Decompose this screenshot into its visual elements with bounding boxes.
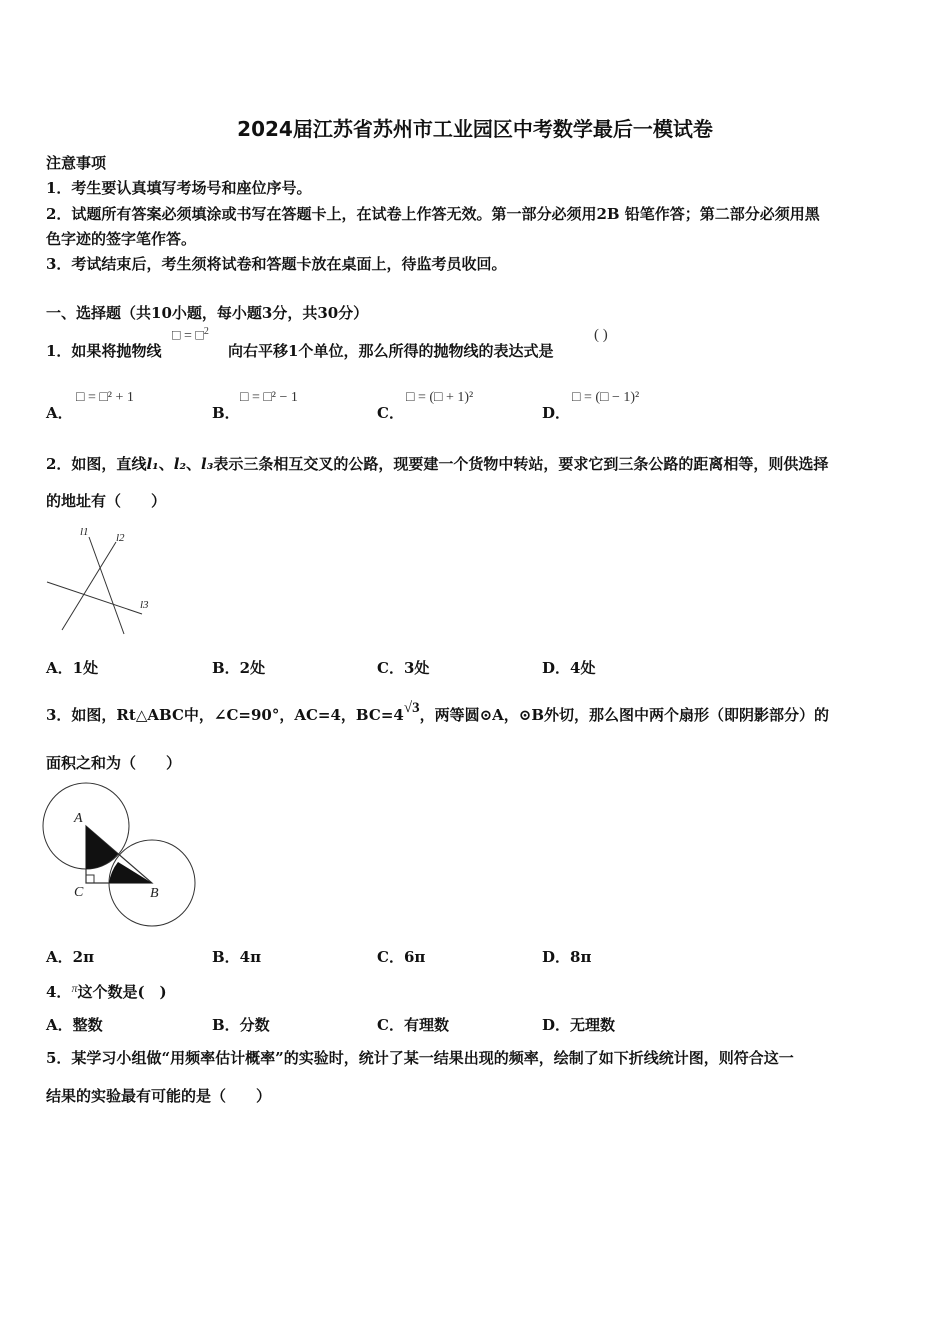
label-l2: l2 bbox=[116, 532, 125, 544]
label-l1: l1 bbox=[80, 526, 89, 538]
q5-line1: 5．某学习小组做“用频率估计概率”的实验时，统计了某一结果出现的频率，绘制了如下折线统计图，则符合这一 bbox=[46, 1049, 794, 1067]
sqrt-3: √3 bbox=[403, 700, 420, 716]
q3-option-d: D．8π bbox=[542, 948, 592, 966]
q4-line: 4．$^\pi$这个数是( ) bbox=[46, 981, 167, 1001]
q3-option-c: C．6π bbox=[377, 948, 426, 966]
q1-option-b-label: B． bbox=[212, 404, 240, 422]
q2-option-a: A．1处 bbox=[46, 659, 99, 677]
notice-item: 色字迹的签字笔作答。 bbox=[46, 230, 197, 248]
pi-symbol: π bbox=[71, 981, 78, 995]
q1-suffix: 向右平移1个单位，那么所得的抛物线的表达式是 bbox=[228, 342, 554, 360]
q1-option-a-label: A． bbox=[46, 404, 73, 422]
q3-option-b: B．4π bbox=[212, 948, 262, 966]
label-c: C bbox=[74, 885, 84, 900]
q2-option-d: D．4处 bbox=[542, 659, 596, 677]
q1-option-d-label: D． bbox=[542, 404, 571, 422]
q3-line1: 3．如图，Rt△ABC中，∠C=90°，AC=4，BC=4√3，两等圆⊙A，⊙B外切，那么图中两个扇形（即阴影部分）的 bbox=[46, 700, 830, 724]
right-angle-mark bbox=[86, 875, 94, 883]
q1-option-a-formula: □ = □² + 1 bbox=[76, 390, 134, 405]
q3-figure bbox=[40, 782, 200, 927]
q1-formula: □ = □$^2$ bbox=[172, 326, 209, 344]
q2-line2: 的地址有（ ） bbox=[46, 492, 167, 510]
section-heading: 一、选择题（共10小题，每小题3分，共30分） bbox=[46, 304, 369, 322]
line-l1 bbox=[89, 537, 124, 634]
q1-option-b-formula: □ = □² − 1 bbox=[240, 390, 298, 405]
q2-figure bbox=[44, 522, 164, 640]
q1-paren: ( ) bbox=[594, 327, 608, 343]
q4-option-d: D．无理数 bbox=[542, 1016, 616, 1034]
q4-option-a: A．整数 bbox=[46, 1016, 103, 1034]
notice-item: 3．考试结束后，考生须将试卷和答题卡放在桌面上，待监考员收回。 bbox=[46, 255, 507, 273]
q1-option-d-formula: □ = (□ − 1)² bbox=[572, 390, 640, 405]
notice-heading: 注意事项 bbox=[46, 154, 107, 172]
q5-line2: 结果的实验最有可能的是（ ） bbox=[46, 1087, 272, 1105]
label-a: A bbox=[74, 811, 83, 826]
q1-option-c-label: C． bbox=[377, 404, 404, 422]
sector-a bbox=[86, 826, 118, 869]
q2-line1: 2．如图，直线l₁、l₂、l₃表示三条相互交叉的公路，现要建一个货物中转站，要求它到三条公路的距离相等，则供选择 bbox=[46, 455, 829, 473]
label-b: B bbox=[150, 886, 159, 901]
q2-option-b: B．2处 bbox=[212, 659, 266, 677]
q4-option-b: B．分数 bbox=[212, 1016, 270, 1034]
line-l2 bbox=[62, 542, 116, 630]
label-l3: l3 bbox=[140, 599, 149, 611]
notice-item: 2．试题所有答案必须填涂或书写在答题卡上，在试卷上作答无效。第一部分必须用2B 铅笔作答；第二部分必须用黑 bbox=[46, 205, 820, 223]
q3-option-a: A．2π bbox=[46, 948, 95, 966]
q1-prefix: 1．如果将抛物线 bbox=[46, 342, 162, 360]
q4-option-c: C．有理数 bbox=[377, 1016, 449, 1034]
q3-line2: 面积之和为（ ） bbox=[46, 754, 182, 772]
q2-option-c: C．3处 bbox=[377, 659, 430, 677]
page-title: 2024届江苏省苏州市工业园区中考数学最后一模试卷 bbox=[237, 117, 713, 141]
line-l3 bbox=[47, 582, 142, 614]
q1-option-c-formula: □ = (□ + 1)² bbox=[406, 390, 474, 405]
notice-item: 1．考生要认真填写考场号和座位序号。 bbox=[46, 179, 312, 197]
